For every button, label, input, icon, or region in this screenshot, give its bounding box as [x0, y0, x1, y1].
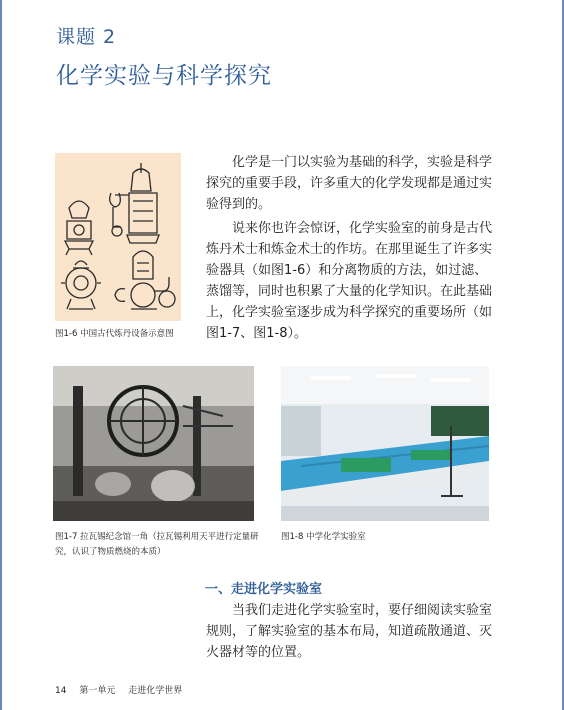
- figure-1-6-caption: 图1-6 中国古代炼丹设备示意图: [55, 329, 174, 339]
- lesson-label: 课题 2: [56, 26, 117, 48]
- figure-1-7-photo: [53, 366, 254, 521]
- page-footer: [55, 683, 192, 696]
- lesson-title: 化学实验与科学探究: [56, 63, 272, 89]
- figure-1-7-caption: 图1-7 拉瓦锡纪念馆一角（拉瓦锡利用天平进行定量研究，认识了物质燃烧的本质）: [55, 532, 259, 557]
- intro-paragraph-2: 说来你也许会惊讶，化学实验室的前身是古代炼丹术士和炼金术士的作坊。在那里诞生了许多实验器具（如图1-6）和分离物质的方法，如过滤、蒸馏等，同时也积累了大量的化学知识。在此基础上，化学实验室逐步成为科学探究的重要场所（如图1-7、图1-8）。: [206, 221, 493, 341]
- figure-1-8-photo: [281, 366, 489, 521]
- unit-label: 第一单元: [79, 686, 116, 696]
- section-heading: 一、走进化学实验室: [205, 582, 323, 597]
- unit-title: 走进化学世界: [128, 686, 183, 696]
- figure-1-8-caption: 图1-8 中学化学实验室: [281, 532, 366, 542]
- figure-1-6-illustration: [55, 153, 181, 321]
- page-number: 14: [55, 686, 67, 696]
- intro-paragraph-1: 化学是一门以实验为基础的科学，实验是科学探究的重要手段，许多重大的化学发现都是通过实验得到的。: [206, 155, 493, 212]
- section-paragraph: 当我们走进化学实验室时，要仔细阅读实验室规则，了解实验室的基本布局，知道疏散通道、灭火器材等的位置。: [206, 603, 493, 660]
